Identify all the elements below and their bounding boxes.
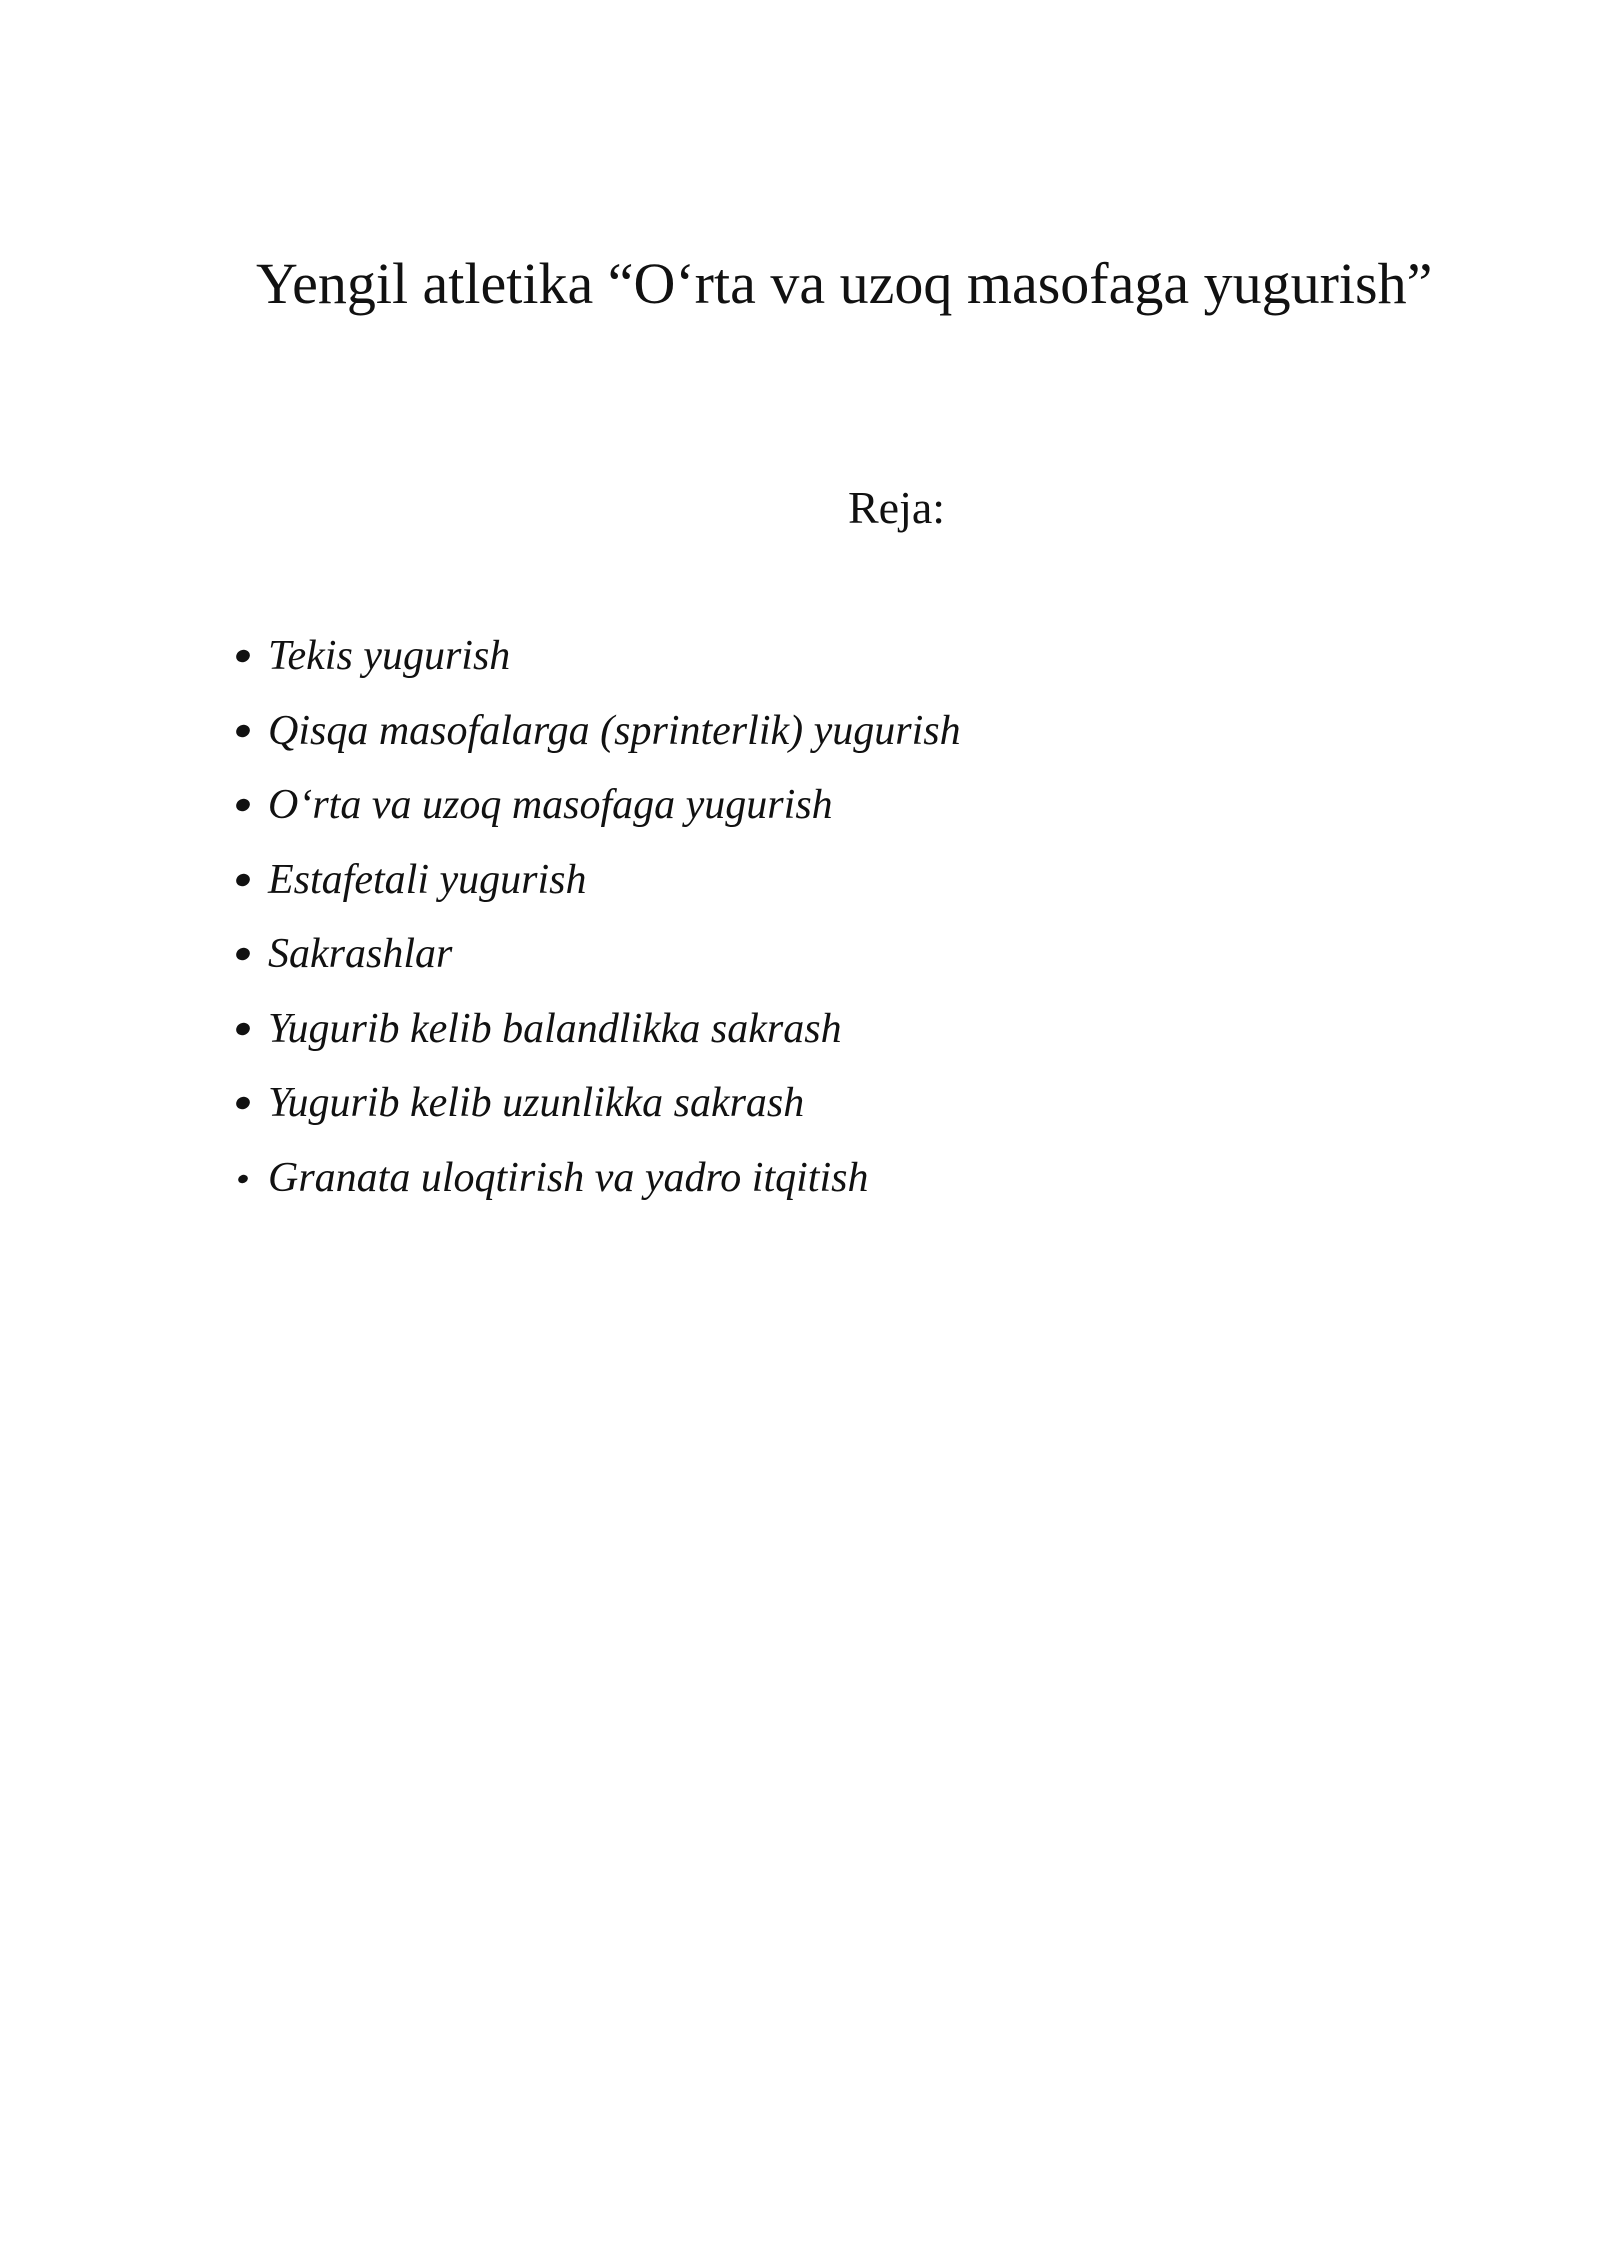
bullet-icon [234,871,252,888]
plan-item-text: Yugurib kelib balandlikka sakrash [268,1005,842,1052]
document-title: Yengil atletika “O‘rta va uzoq masofaga yugurish” [256,251,1433,316]
bullet-icon [234,946,252,963]
bullet-icon [234,648,252,665]
plan-item-text: Granata uloqtirish va yadro itqitish [268,1154,869,1201]
bullet-icon [234,1095,252,1112]
plan-heading: Reja: [848,482,946,533]
plan-item-text: Tekis yugurish [268,633,511,679]
plan-item-text: O‘rta va uzoq masofaga yugurish [268,782,833,828]
plan-item-text: Qisqa masofalarga (sprinterlik) yugurish [268,707,961,754]
plan-item-text: Sakrashlar [268,931,453,977]
bullet-icon [234,797,252,814]
bullet-icon [234,1020,252,1037]
bullet-icon [234,722,252,739]
plan-item-text: Estafetali yugurish [268,856,587,903]
bullet-icon [237,1173,249,1184]
plan-item-text: Yugurib kelib uzunlikka sakrash [268,1080,805,1126]
